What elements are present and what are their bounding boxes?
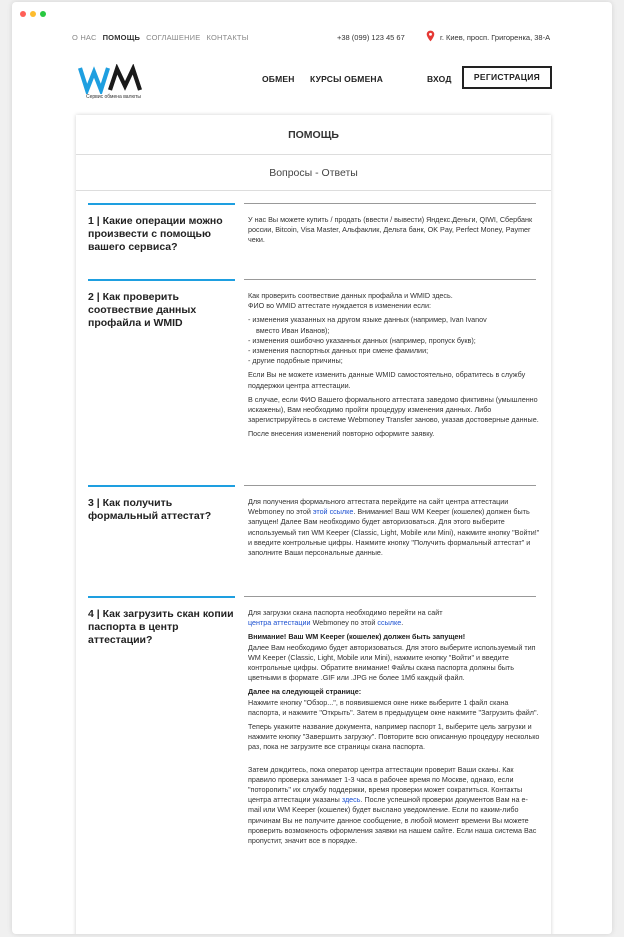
answer-paragraph	[248, 497, 540, 558]
contacts-here-link[interactable]: здесь	[341, 795, 361, 805]
browser-window	[12, 2, 612, 934]
list-item: вместо Иван Иванов);	[256, 325, 330, 335]
topnav-about-link[interactable]: О НАС	[72, 33, 97, 42]
next-page-bold: Далее на следующей странице:	[248, 687, 362, 697]
answer-paragraph: ФИО во WMID аттестате нуждается в изменении если:	[248, 301, 432, 311]
answer-paragraph	[248, 765, 540, 847]
attestation-center-link[interactable]: центра аттестации	[248, 618, 311, 628]
faq-answer	[248, 497, 540, 562]
answer-paragraph: У нас Вы можете купить / продать (ввести / вывести) Яндекс.Деньги, QIWI, Сбербанк россии, Bitcoin, Visa Master, Альфаклик, Дельта банк, OK Pay, Perfect Money, Paymer чеки.	[248, 215, 533, 245]
warning-text	[248, 632, 540, 642]
answer-paragraph: Нажмите кнопку "Обзор...", в появившемся окне ниже выберите 1 файл скана паспорта, и нажмите "Открыть". Затем в предыдущем окне нажмите "Загрузить файл".	[248, 697, 539, 717]
phone-number[interactable]: +38 (099) 123 45 67	[337, 33, 405, 42]
faq-question: 3 | Как получить формальный аттестат?	[88, 497, 212, 522]
answer-paragraph: Далее Вам необходимо будет авторизоваться. Для этого выберите используемый тип WM Keeper (Classic, Light, Mobile или Mini), нажмите кнопку "Войти" и введите контрольные цифры. Обратите внимание! Файлы скана паспорта должны быть цветными в формате .GIF или .JPG не более 1Мб каждый файл.	[248, 642, 536, 683]
page-subtitle: Вопросы - Ответы	[76, 155, 551, 191]
answer-text: Webmoney по этой	[310, 618, 378, 628]
faq-answer	[248, 215, 540, 250]
topnav-contacts-link[interactable]: КОНТАКТЫ	[206, 33, 249, 42]
answer-divider	[244, 596, 536, 597]
location-pin-icon	[426, 30, 435, 42]
answer-divider	[244, 203, 536, 204]
answer-text: Для загрузки скана паспорта необходимо перейти на сайт	[248, 608, 443, 617]
answer-text: .	[401, 618, 404, 628]
answer-text: . После успешной проверки документов Вам на e-mail или WM Keeper (кошелек) будет выслано уведомление. Если по каким-либо причинам Вы не получите данное сообщение, в любой момент времени Вы можете проверить возможность оформления заявки на нашем сайте. Если наша система Вас пропустит, значит все в порядке.	[248, 795, 537, 846]
answer-text: . Внимание! Ваш WM Keeper (кошелек) должен быть запущен! Далее Вам необходимо будет авторизоваться. Для этого выберите используемый тип WM Keeper (Classic, Light, Mobile или Mini), нажмите кнопку "Войти!" и введите контрольные цифры. Нажмите кнопку "Получить формальный аттестат" и заполните Ваши персональные данные.	[248, 507, 540, 558]
topnav-agreement-link[interactable]: СОГЛАШЕНИЕ	[146, 33, 201, 42]
faq-question: 1 | Какие операции можно произвести с помощью вашего сервиса?	[88, 215, 223, 253]
answer-text: Для получения формального аттестата перейдите на сайт центра аттестации Webmoney по этой	[248, 497, 509, 517]
answer-paragraph: Как проверить соотвествие данных профайла и WMID здесь.	[248, 291, 453, 300]
answer-paragraph: Теперь укажите название документа, например паспорт 1, выберите цель загрузки и нажмите кнопку "Завершить загрузку". Повторите всю описанную процедуру несколько раз, пока не загрузите все страницы скана паспорта.	[248, 722, 540, 752]
site-header	[12, 62, 612, 102]
login-link[interactable]: ВХОД	[427, 74, 452, 84]
window-titlebar	[12, 2, 612, 24]
spacer	[248, 757, 540, 765]
close-window-button[interactable]	[20, 11, 26, 17]
topnav-help-link[interactable]: ПОМОЩЬ	[102, 33, 141, 42]
minimize-window-button[interactable]	[30, 11, 36, 17]
address-text: г. Киев, просп. Григоренка, 38-А	[440, 33, 551, 42]
warning-bold: Внимание! Ваш WM Keeper (кошелек) должен быть запущен!	[248, 632, 466, 642]
list-item: - изменения ошибочно указанных данных (например, пропуск букв);	[248, 336, 540, 346]
list-item: - изменения указанных на другом языке данных (например, Ivan Ivanov	[248, 315, 540, 325]
answer-paragraph	[248, 608, 540, 628]
faq-question: 4 | Как загрузить скан копии паспорта в центр аттестации?	[88, 608, 234, 646]
page-title: ПОМОЩЬ	[76, 115, 551, 155]
attestation-link[interactable]: этой ссылке	[312, 507, 354, 517]
wm-logo-icon[interactable]	[78, 64, 150, 94]
answer-text: Затем дождитесь, пока оператор центра аттестации проверит Ваши сканы. Как правило проверка занимает 1-3 часа в рабочее время по Москве, однако, если "поторопить" их службу поддержки, время проверки может сократиться. Контакты центра аттестации указаны	[248, 764, 523, 805]
top-bar	[12, 30, 612, 46]
reasons-list	[248, 315, 540, 366]
faq-answer	[248, 291, 540, 444]
question-accent-line	[88, 279, 235, 281]
question-accent-line	[88, 596, 235, 598]
faq-question: 2 | Как проверить соотвествие данных профайла и WMID	[88, 291, 197, 329]
register-button[interactable]: РЕГИСТРАЦИЯ	[462, 66, 552, 89]
nav-exchange-link[interactable]: ОБМЕН	[262, 74, 295, 84]
faq-answer	[248, 608, 540, 850]
maximize-window-button[interactable]	[40, 11, 46, 17]
help-card	[76, 115, 551, 934]
top-nav	[72, 33, 249, 42]
list-item: - изменения паспортных данных при смене фамилии;	[248, 346, 540, 356]
answer-paragraph: Если Вы не можете изменить данные WMID самостоятельно, обратитесь в службу поддержки центра аттестации.	[248, 370, 526, 390]
nav-rates-link[interactable]: КУРСЫ ОБМЕНА	[310, 74, 384, 84]
answer-paragraph: После внесения изменений повторно оформите заявку.	[248, 429, 435, 439]
question-accent-line	[88, 485, 235, 487]
answer-divider	[244, 485, 536, 486]
next-page-heading	[248, 687, 540, 697]
answer-divider	[244, 279, 536, 280]
attestation-link[interactable]: ссылке	[377, 618, 402, 628]
answer-paragraph: В случае, если ФИО Вашего формального аттестата заведомо фиктивны (умышленно искажены), Вам необходимо пройти процедуру изменения данных. Либо зарегистрируйтесь в системе Webmoney Transfer заново, указав достоверные данные.	[248, 394, 539, 425]
question-accent-line	[88, 203, 235, 205]
logo-subtitle: Сервис обмена валюты	[86, 94, 142, 100]
list-item: - другие подобные причины;	[248, 356, 540, 366]
